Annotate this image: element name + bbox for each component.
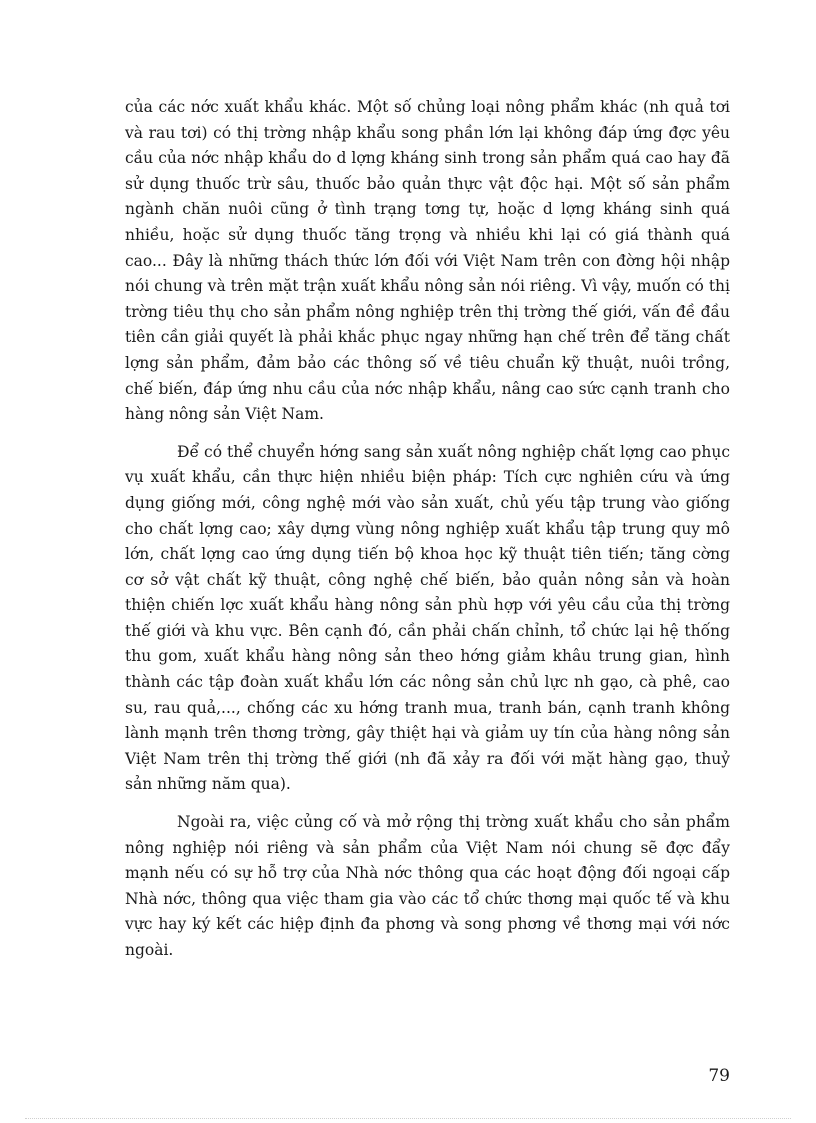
- page-number: 79: [708, 1066, 730, 1086]
- paragraph-1: của các nớc xuất khẩu khác. Một số chủng loại nông phẩm khác (nh quả tơi và rau tơi) có thị trờng nhập khẩu song phần lớn lại không đáp ứng đợc yêu cầu của nớc nhập khẩu do d lợng kháng sinh trong sản phẩm quá cao hay đã sử dụng thuốc trừ sâu, thuốc bảo quản thực vật độc hại. Một số sản phẩm ngành chăn nuôi cũng ở tình trạng tơng tự, hoặc d lợng kháng sinh quá nhiều, hoặc sử dụng thuốc tăng trọng và nhiều khi lại có giá thành quá cao... Đây là những thách thức lớn đối với Việt Nam trên con đờng hội nhập nói chung và trên mặt trận xuất khẩu nông sản nói riêng. Vì vậy, muốn có thị trờng tiêu thụ cho sản phẩm nông nghiệp trên thị trờng thế giới, vấn đề đầu tiên cần giải quyết là phải khắc phục ngay những hạn chế trên để tăng chất lợng sản phẩm, đảm bảo các thông số về tiêu chuẩn kỹ thuật, nuôi trồng, chế biến, đáp ứng nhu cầu của nớc nhập khẩu, nâng cao sức cạnh tranh cho hàng nông sản Việt Nam.: [125, 98, 730, 424]
- paragraph-2: Để có thể chuyển hớng sang sản xuất nông nghiệp chất lợng cao phục vụ xuất khẩu, cần thực hiện nhiều biện pháp: Tích cực nghiên cứu và ứng dụng giống mới, công nghệ mới vào sản xuất, chủ yếu tập trung vào giống cho chất lợng cao; xây dựng vùng nông nghiệp xuất khẩu tập trung quy mô lớn, chất lợng cao ứng dụng tiến bộ khoa học kỹ thuật tiên tiến; tăng cờng cơ sở vật chất kỹ thuật, công nghệ chế biến, bảo quản nông sản và hoàn thiện chiến lợc xuất khẩu hàng nông sản phù hợp với yêu cầu của thị trờng thế giới và khu vực. Bên cạnh đó, cần phải chấn chỉnh, tổ chức lại hệ thống thu gom, xuất khẩu hàng nông sản theo hớng giảm khâu trung gian, hình thành các tập đoàn xuất khẩu lớn các nông sản chủ lực nh gạo, cà phê, cao su, rau quả,..., chống các xu hớng tranh mua, tranh bán, cạnh tranh không lành mạnh trên thơng trờng, gây thiệt hại và giảm uy tín của hàng nông sản Việt Nam trên thị trờng thế giới (nh đã xảy ra đối với mặt hàng gạo, thuỷ sản những năm qua).: [125, 442, 730, 794]
- bottom-divider: [25, 1118, 791, 1119]
- paragraph-3: Ngoài ra, việc củng cố và mở rộng thị trờng xuất khẩu cho sản phẩm nông nghiệp nói riêng và sản phẩm của Việt Nam nói chung sẽ đợc đẩy mạnh nếu có sự hỗ trợ của Nhà nớc thông qua các hoạt động đối ngoại cấp Nhà nớc, thông qua việc tham gia vào các tổ chức thơng mại quốc tế và khu vực hay ký kết các hiệp định đa phơng và song phơng về thơng mại với nớc ngoài.: [125, 813, 730, 959]
- body-text: [125, 95, 730, 964]
